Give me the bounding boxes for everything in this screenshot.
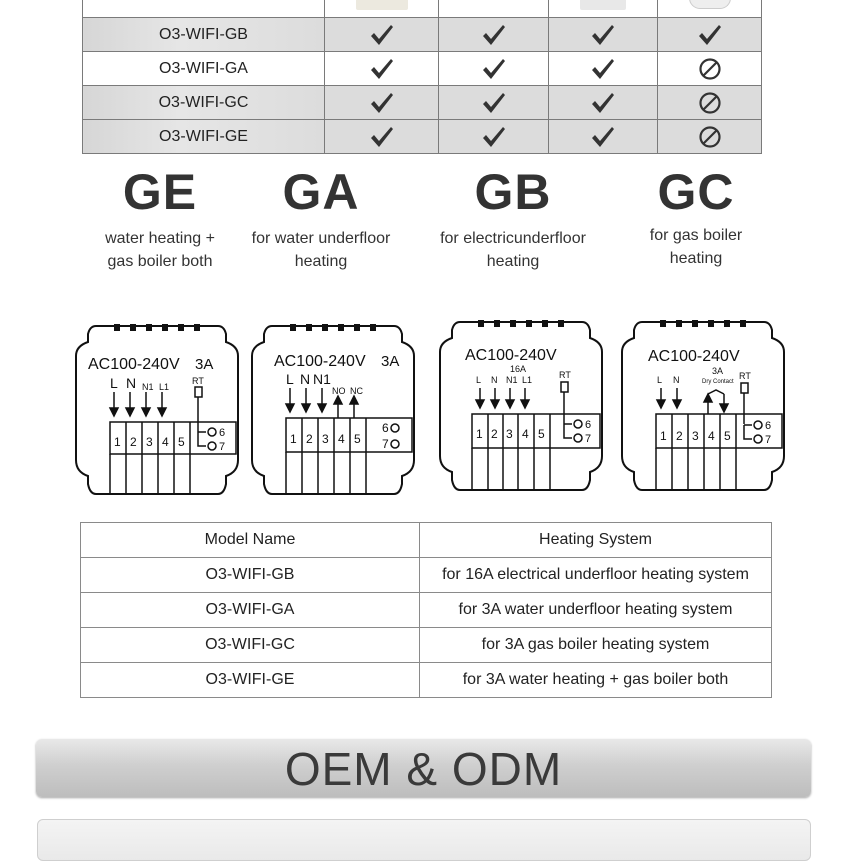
model-ga — [226, 166, 416, 273]
no-icon — [658, 120, 762, 154]
diagram-current: 3A — [712, 366, 724, 376]
terminal-label: L1 — [522, 375, 533, 385]
terminal-label: N — [300, 371, 311, 387]
sensor-pin: 7 — [585, 433, 592, 445]
compat-model-cell: O3-WIFI-GA — [83, 52, 325, 86]
pin-number: 4 — [708, 429, 715, 443]
check-icon — [439, 120, 549, 154]
terminal-label: L — [476, 375, 482, 385]
compat-header-image-4 — [658, 0, 762, 18]
diagram-current: 3A — [381, 353, 400, 370]
model-description — [418, 227, 608, 273]
pin-number: 3 — [692, 429, 699, 443]
compat-row — [83, 18, 762, 52]
diagram-current: 16A — [510, 364, 527, 374]
compat-model-cell: O3-WIFI-GE — [83, 120, 325, 154]
compat-model-cell: O3-WIFI-GC — [83, 86, 325, 120]
table-row — [81, 628, 772, 663]
pin-number: 4 — [522, 427, 529, 441]
pin-number: 1 — [114, 435, 121, 449]
model-description-line: heating — [669, 250, 723, 267]
model-code: GB — [474, 164, 552, 220]
terminal-label: N1 — [506, 375, 518, 385]
table-header-row — [81, 523, 772, 558]
pin-number: 3 — [506, 427, 513, 441]
model-description-line: gas boiler both — [107, 253, 213, 270]
wiring-diagram-ga — [250, 320, 416, 500]
compat-model-cell: O3-WIFI-GB — [83, 18, 325, 52]
check-icon — [439, 18, 549, 52]
sensor-pin: 7 — [382, 437, 389, 451]
compat-header-blank — [83, 0, 325, 18]
terminal-label: N — [673, 375, 680, 385]
diagram-voltage: AC100-240V — [88, 356, 180, 373]
check-icon — [549, 120, 658, 154]
check-icon — [325, 86, 439, 120]
rt-label: RT — [192, 376, 204, 386]
heating-cell: for 3A water heating + gas boiler both — [420, 663, 772, 698]
heating-system-table — [80, 522, 772, 698]
model-description-line: for gas boiler — [649, 227, 743, 244]
sensor-pin: 7 — [765, 434, 772, 446]
wiring-diagram-ge — [74, 320, 240, 500]
compat-header-row — [83, 0, 762, 18]
terminal-label: NO — [332, 386, 346, 396]
pin-number: 5 — [178, 435, 185, 449]
diagram-outline — [252, 326, 414, 494]
compat-header-image-1 — [325, 0, 439, 18]
compat-row — [83, 52, 762, 86]
diagram-voltage: AC100-240V — [648, 348, 740, 365]
pin-number: 5 — [354, 432, 361, 446]
check-icon — [549, 86, 658, 120]
model-code: GC — [657, 164, 735, 220]
terminal-label: N1 — [142, 382, 154, 392]
wiring-diagram-gc — [620, 316, 786, 496]
terminal-label: L — [110, 375, 118, 391]
pin-number: 4 — [162, 435, 169, 449]
table-row — [81, 663, 772, 698]
model-description-line: heating — [294, 253, 348, 270]
model-cell: O3-WIFI-GE — [81, 663, 420, 698]
rt-label: RT — [559, 370, 571, 380]
terminal-label: L — [657, 375, 663, 385]
pin-number: 5 — [538, 427, 545, 441]
banner-title: OEM & ODM — [284, 743, 563, 795]
sensor-pin: 7 — [219, 441, 226, 453]
pin-number: 5 — [724, 429, 731, 443]
heating-cell: for 3A gas boiler heating system — [420, 628, 772, 663]
terminal-label: N — [491, 375, 498, 385]
sensor-pin: 6 — [219, 427, 226, 439]
model-gb — [418, 166, 608, 273]
terminal-label: N — [126, 375, 137, 391]
pin-number: 1 — [476, 427, 483, 441]
terminal-label: L1 — [159, 382, 170, 392]
terminal-label: L — [286, 371, 294, 387]
oem-odm-banner — [36, 739, 811, 797]
dry-contact-label: Dry Contact — [702, 379, 734, 385]
model-description-line: heating — [486, 253, 540, 270]
no-icon — [658, 52, 762, 86]
diagram-voltage: AC100-240V — [274, 353, 366, 370]
model-description-line: for electricunderfloor — [440, 230, 586, 247]
check-icon — [439, 86, 549, 120]
pin-number: 2 — [676, 429, 683, 443]
rt-label: RT — [739, 371, 751, 381]
heating-cell: for 16A electrical underfloor heating system — [420, 558, 772, 593]
pin-number: 2 — [491, 427, 498, 441]
model-code: GE — [122, 164, 198, 220]
heating-cell: for 3A water underfloor heating system — [420, 593, 772, 628]
model-cell: O3-WIFI-GB — [81, 558, 420, 593]
check-icon — [658, 18, 762, 52]
diagram-current: 3A — [195, 356, 214, 373]
model-cell: O3-WIFI-GA — [81, 593, 420, 628]
no-icon — [658, 86, 762, 120]
pin-number: 3 — [322, 432, 329, 446]
check-icon — [325, 18, 439, 52]
terminal-label: N1 — [313, 371, 331, 387]
pin-number: 2 — [130, 435, 137, 449]
check-icon — [325, 52, 439, 86]
model-description-line: for water underfloor — [251, 230, 391, 247]
diagram-outline — [76, 326, 238, 494]
pin-number: 2 — [306, 432, 313, 446]
pin-number: 4 — [338, 432, 345, 446]
pin-number: 1 — [660, 429, 667, 443]
sensor-pin: 6 — [382, 421, 389, 435]
check-icon — [549, 52, 658, 86]
sensor-pin: 6 — [765, 420, 772, 432]
check-icon — [325, 120, 439, 154]
model-description — [226, 227, 416, 273]
model-code: GA — [282, 164, 360, 220]
model-gc — [601, 166, 791, 270]
diagram-voltage: AC100-240V — [465, 347, 557, 364]
compat-header-image-2 — [439, 0, 549, 18]
check-icon — [439, 52, 549, 86]
compat-row — [83, 120, 762, 154]
pin-number: 3 — [146, 435, 153, 449]
model-description — [601, 224, 791, 270]
compat-row — [83, 86, 762, 120]
table-row — [81, 593, 772, 628]
column-header-heating: Heating System — [420, 523, 772, 558]
table-row — [81, 558, 772, 593]
wiring-diagram-gb — [438, 316, 604, 496]
model-description-line: water heating + — [105, 230, 215, 247]
column-header-model: Model Name — [81, 523, 420, 558]
sensor-pin: 6 — [585, 419, 592, 431]
content-panel — [37, 819, 811, 861]
compatibility-table — [82, 0, 762, 154]
pin-number: 1 — [290, 432, 297, 446]
model-cell: O3-WIFI-GC — [81, 628, 420, 663]
check-icon — [549, 18, 658, 52]
compat-header-image-3 — [549, 0, 658, 18]
terminal-label: NC — [350, 386, 363, 396]
